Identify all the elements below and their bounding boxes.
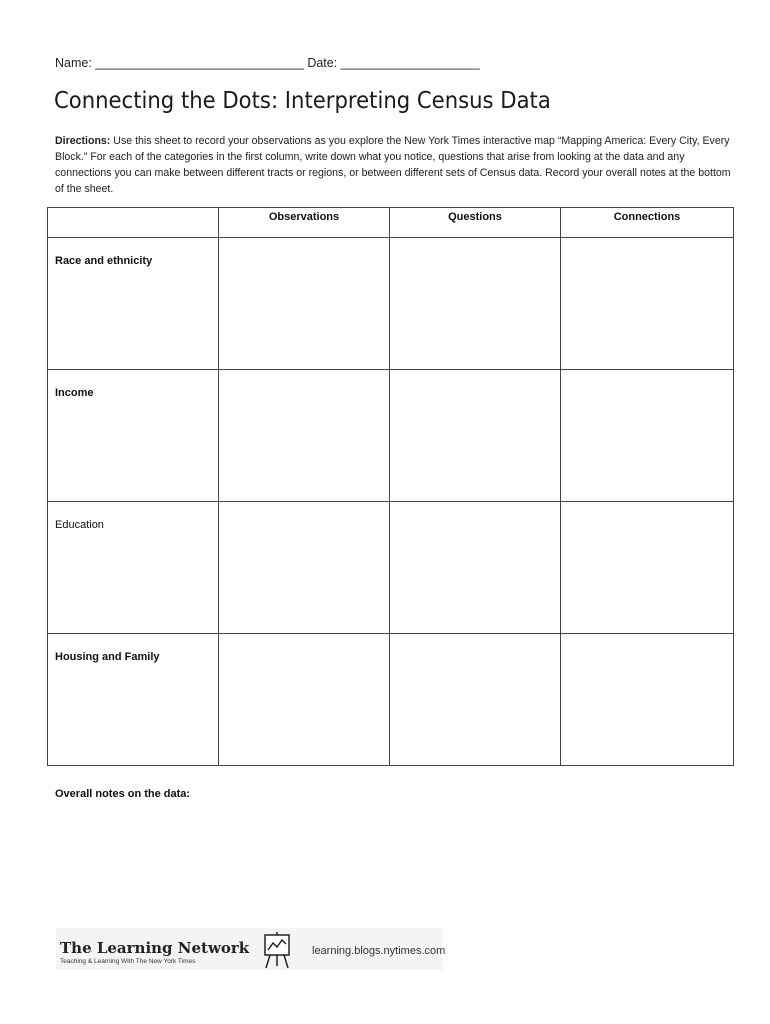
directions-text: Use this sheet to record your observations as you explore the New York Times interactive map “Mapping America: Every City, Every Block.” For each of the categories in the first column, write down what you notice, questions that arise from looking at the data and any connections you can make between different tracts or regions, or between different sets of Census data. Record your overall notes at the bottom of the sheet. xyxy=(55,135,731,195)
row-label-cell xyxy=(48,502,219,634)
column-header-questions: Questions xyxy=(390,208,561,238)
column-header-observations: Observations xyxy=(219,208,390,238)
footer-banner xyxy=(56,928,446,970)
table-row xyxy=(48,370,734,502)
connections-cell[interactable] xyxy=(561,370,734,502)
name-date-line: Name: ______________________________ Date: ____________________ xyxy=(55,56,480,70)
footer-url: learning.blogs.nytimes.com xyxy=(312,945,446,957)
table-header-row xyxy=(48,208,734,238)
table-row xyxy=(48,634,734,766)
column-header-connections: Connections xyxy=(561,208,734,238)
row-label-cell xyxy=(48,634,219,766)
observation-table xyxy=(47,207,734,766)
overall-notes-label: Overall notes on the data: xyxy=(55,788,191,800)
connections-cell[interactable] xyxy=(561,238,734,370)
questions-cell[interactable] xyxy=(390,502,561,634)
questions-cell[interactable] xyxy=(390,634,561,766)
easel-chart-icon xyxy=(262,931,292,969)
learning-network-logo: The Learning Network xyxy=(60,939,250,957)
observations-cell[interactable] xyxy=(219,502,390,634)
observations-cell[interactable] xyxy=(219,238,390,370)
row-label-cell xyxy=(48,238,219,370)
page-title: Connecting the Dots: Interpreting Census Data xyxy=(54,88,551,114)
table-row xyxy=(48,238,734,370)
column-header-category xyxy=(48,208,219,238)
connections-cell[interactable] xyxy=(561,634,734,766)
row-label-race-ethnicity: Race and ethnicity xyxy=(55,255,153,267)
row-label-housing-family: Housing and Family xyxy=(55,651,160,663)
connections-cell[interactable] xyxy=(561,502,734,634)
directions-lead: Directions: xyxy=(55,135,111,147)
directions-paragraph xyxy=(55,133,735,197)
observations-cell[interactable] xyxy=(219,634,390,766)
questions-cell[interactable] xyxy=(390,370,561,502)
observations-cell[interactable] xyxy=(219,370,390,502)
row-label-income: Income xyxy=(55,387,94,399)
logo-subtitle: Teaching & Learning With The New York Times xyxy=(60,958,196,965)
row-label-cell xyxy=(48,370,219,502)
table-row xyxy=(48,502,734,634)
row-label-education: Education xyxy=(55,519,104,531)
questions-cell[interactable] xyxy=(390,238,561,370)
